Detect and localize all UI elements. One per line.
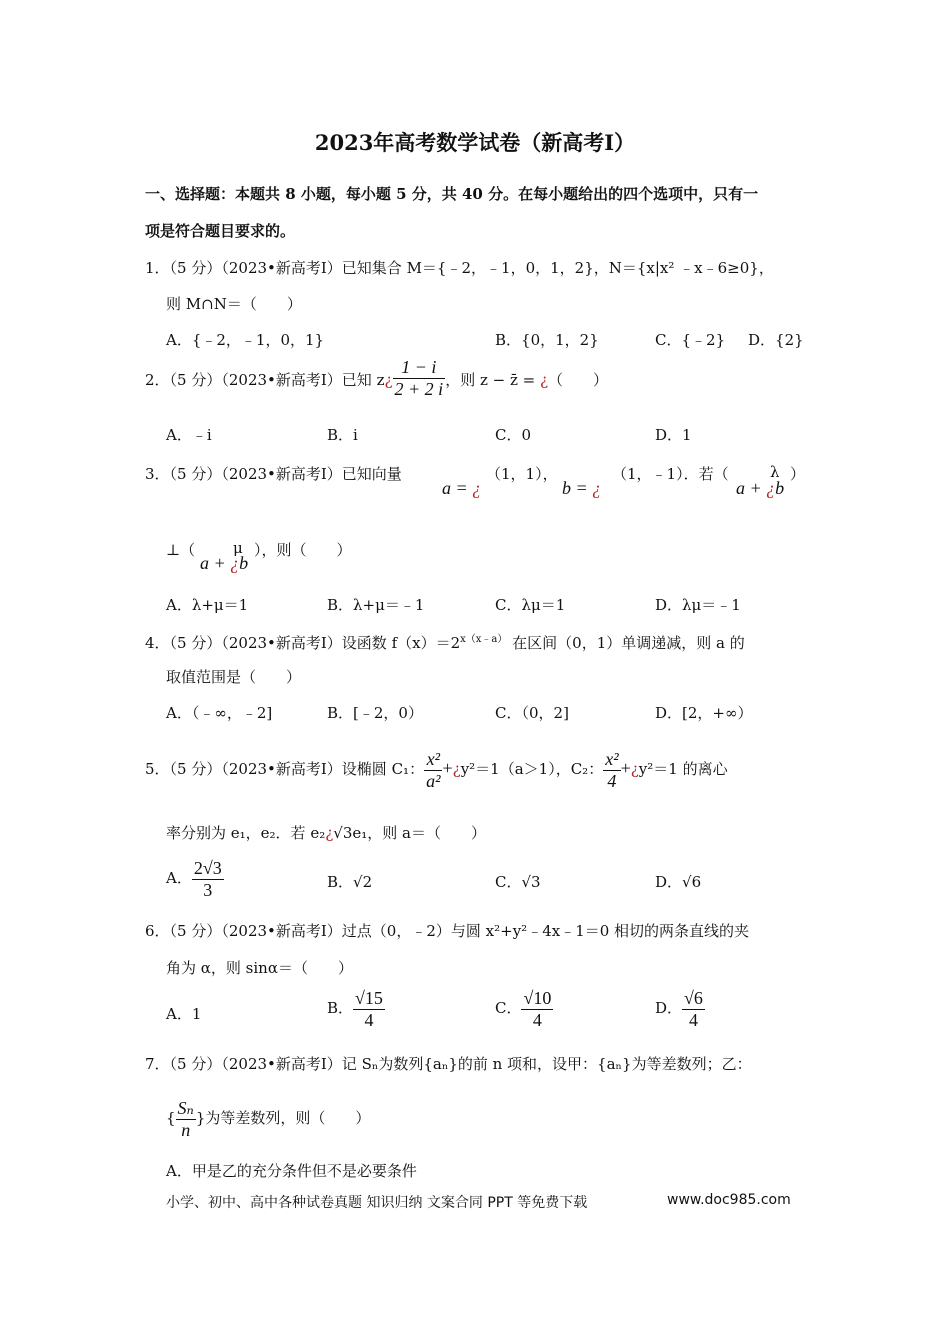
q3-vector-b: b = ¿ xyxy=(562,478,602,498)
q3-option-b: B．λ+μ＝﹣1 xyxy=(327,596,425,614)
q6-stem-cont: 角为 α，则 sinα＝（ ） xyxy=(166,959,353,977)
question-1 xyxy=(145,257,774,278)
q3-number: 3． xyxy=(145,465,170,483)
question-7 xyxy=(145,1053,752,1074)
q2-stem-b: ，则 z − z̄ = xyxy=(445,371,540,390)
question-6 xyxy=(145,920,749,941)
q3-lambda: λ xyxy=(770,463,780,481)
q2-option-c: C．0 xyxy=(495,426,532,444)
q4-option-d: D．[2，+∞） xyxy=(655,704,753,722)
section-heading-cont: 项是符合题目要求的。 xyxy=(145,222,296,240)
q1-option-d: D．{2} xyxy=(748,331,804,349)
q3-a-value: （1，1）， xyxy=(486,465,558,483)
q5-option-c: C．√3 xyxy=(495,873,541,891)
q2-frac-num: 1 − i xyxy=(393,357,446,379)
q6-number: 6． xyxy=(145,922,170,940)
q3-perp: ⊥（ xyxy=(166,541,196,559)
q1-option-c: C．{﹣2} xyxy=(655,331,726,349)
q7-option-a: A．甲是乙的充分条件但不是必要条件 xyxy=(166,1162,417,1180)
q2-glyph: ¿ xyxy=(384,371,393,390)
q5-stem-c: y²＝1 的离心 xyxy=(638,760,728,779)
q2-frac-den: 2 + 2 i xyxy=(394,378,444,399)
q6-option-c: C． $\frac{√10}{4}$ xyxy=(495,988,552,1030)
section-heading: 一、选择题：本题共 8 小题，每小题 5 分，共 40 分。在每小题给出的四个选项中，只有一 xyxy=(145,185,759,203)
q4-stem: （5 分）（2023•新高考Ⅰ）设函数 f（x）＝2 xyxy=(169,634,461,652)
q4-exponent: x（x﹣a） xyxy=(460,634,508,645)
q5-stem-b: y²＝1（a＞1），C₂： xyxy=(460,760,604,779)
q2-glyph-2: ¿ xyxy=(539,371,549,390)
q5-option-d: D．√6 xyxy=(655,873,702,891)
q1-option-a: A．{﹣2，﹣1，0，1} xyxy=(166,331,325,349)
q3-option-a: A．λ+μ＝1 xyxy=(166,596,249,614)
q7-stem: （5 分）（2023•新高考Ⅰ）记 Sₙ为数列{aₙ}的前 n 项和，设甲：{aₙ}为等差数列；乙： xyxy=(169,1055,752,1073)
q3-expr-1: a + ¿b xyxy=(736,478,785,498)
question-2 xyxy=(145,357,609,399)
q2-number: 2． xyxy=(145,371,170,390)
q4-stem-cont: 取值范围是（ ） xyxy=(166,668,302,686)
q3-mu: μ xyxy=(233,539,243,557)
q7-number: 7． xyxy=(145,1055,170,1073)
q4-stem-b: 在区间（0，1）单调递减，则 a 的 xyxy=(512,634,745,652)
q3-close: ） xyxy=(790,465,806,483)
q3-option-c: C．λμ＝1 xyxy=(495,596,566,614)
question-5: 5．（5 分）（2023•新高考Ⅰ）设椭圆 C₁： $\frac{\text{x²}}{\text{a²}}$ +¿y²＝1（a＞1），C₂： $\frac{\text{x²}}{4}$ +¿y²＝1 的离心 xyxy=(145,749,728,791)
q2-option-b: B．i xyxy=(327,426,358,444)
q6-option-d: D． $\frac{√6}{4}$ xyxy=(655,988,703,1030)
q7-stem-cont: { $\frac{\text{Sₙ}}{n}$ }为等差数列，则（ ） xyxy=(166,1098,371,1140)
q2-tail: （ ） xyxy=(548,371,609,390)
q5-number: 5． xyxy=(145,760,170,779)
q2-fraction xyxy=(393,357,446,399)
question-3 xyxy=(145,463,402,484)
footer-site-link[interactable]: www.doc985.com xyxy=(667,1192,791,1208)
q1-stem: （5 分）（2023•新高考Ⅰ）已知集合 M＝{﹣2，﹣1，0，1，2}，N＝{x|x² ﹣x﹣6≥0}， xyxy=(169,259,774,277)
q1-option-b: B．{0，1，2} xyxy=(495,331,599,349)
q3-stem: （5 分）（2023•新高考Ⅰ）已知向量 xyxy=(169,465,402,483)
q3-expr-2: a + ¿b xyxy=(200,553,249,573)
footer-text: 小学、初中、高中各种试卷真题 知识归纳 文案合同 PPT 等免费下载 xyxy=(166,1195,588,1211)
q4-number: 4． xyxy=(145,634,170,652)
q2-option-d: D．1 xyxy=(655,426,692,444)
q3-b-value: （1，﹣1）．若（ xyxy=(612,465,729,483)
q4-option-c: C．（0，2] xyxy=(495,704,569,722)
q5-stem: （5 分）（2023•新高考Ⅰ）设椭圆 C₁： xyxy=(169,760,425,779)
page-title: 2023年高考数学试卷（新高考Ⅰ） xyxy=(314,130,636,155)
q5-stem-cont: 率分别为 e₁，e₂．若 e₂¿√3e₁，则 a＝（ ） xyxy=(166,824,486,842)
q5-frac-1: $\frac{\text{x²}}{\text{a²}}$ xyxy=(426,749,441,791)
q4-option-a: A．（﹣∞，﹣2] xyxy=(166,704,273,722)
q6-option-b: B． $\frac{√15}{4}$ xyxy=(327,988,383,1030)
q1-number: 1． xyxy=(145,259,170,277)
q5-frac-2: $\frac{\text{x²}}{4}$ xyxy=(605,749,619,791)
q3-tail: ），则（ ） xyxy=(254,541,352,559)
q2-option-a: A．﹣i xyxy=(166,426,212,444)
q6-option-a: A．1 xyxy=(166,1005,202,1023)
q1-stem-cont: 则 M∩N＝（ ） xyxy=(166,295,302,313)
q5-option-b: B．√2 xyxy=(327,873,373,891)
q5-option-a: A． $\frac{2√3}{3}$ xyxy=(166,858,222,900)
q6-stem: （5 分）（2023•新高考Ⅰ）过点（0，﹣2）与圆 x²+y²﹣4x﹣1＝0 相切的两条直线的夹 xyxy=(169,922,750,940)
question-4 xyxy=(145,630,745,653)
q2-stem: （5 分）（2023•新高考Ⅰ）已知 z xyxy=(169,371,385,390)
q4-option-b: B．[﹣2，0） xyxy=(327,704,423,722)
q3-vector-a: a = ¿ xyxy=(442,478,482,498)
q3-option-d: D．λμ＝﹣1 xyxy=(655,596,741,614)
